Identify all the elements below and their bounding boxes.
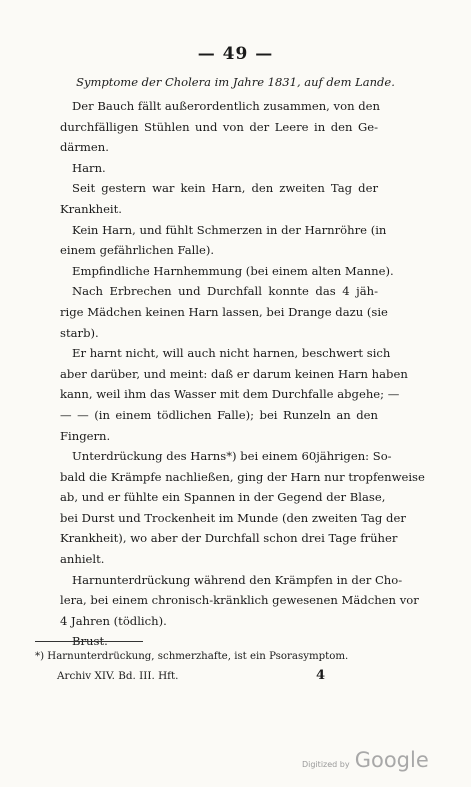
text-line: Fingern. [60, 428, 111, 443]
text-line: Seit gestern war kein Harn, den zweiten Tag der [72, 181, 378, 196]
page-number: — 49 — [197, 44, 274, 64]
watermark-prefix: Digitized by [302, 760, 350, 769]
paragraph [60, 446, 425, 570]
text-line: Harn. [72, 160, 106, 175]
text-line: Brust. [72, 634, 108, 649]
text-line: ab, und er fühlte ein Spannen in der Gegend der Blase, [60, 490, 386, 505]
text-line: Er harnt nicht, will auch nicht harnen, beschwert sich [72, 346, 391, 361]
text-line: aber darüber, und meint: daß er darum keinen Harn haben [60, 366, 408, 381]
signature-number: 4 [316, 668, 326, 683]
footnote-divider [35, 641, 143, 642]
paragraph [60, 178, 378, 219]
text-line: starb). [60, 325, 99, 340]
text-line: — — (in einem tödlichen Falle); bei Runzeln an den [60, 407, 378, 422]
text-line: Krankheit. [60, 201, 122, 216]
paragraph [60, 343, 408, 446]
text-line: Krankheit), wo aber der Durchfall schon drei Tage früher [60, 531, 398, 546]
text-line: därmen. [60, 140, 109, 155]
text-line: Empfindliche Harnhemmung (bei einem alten Manne). [72, 263, 394, 278]
footnote: *) Harnunterdrückung, schmerzhafte, ist ein Psorasymptom. [35, 651, 349, 662]
text-line: Kein Harn, und fühlt Schmerzen in der Harnröhre (in [72, 222, 387, 237]
body-text [60, 96, 425, 652]
text-line: Der Bauch fällt außerordentlich zusammen, von den [72, 99, 380, 113]
text-line: anhielt. [60, 552, 105, 567]
text-line: bei Durst und Trockenheit im Munde (den zweiten Tag der [60, 510, 406, 525]
watermark-brand: Google [354, 748, 429, 772]
text-line: bald die Krämpfe nachließen, ging der Harn nur tropfenweise [60, 469, 425, 484]
signature-mark: Archiv XIV. Bd. III. Hft. [57, 670, 179, 682]
paragraph [60, 261, 394, 282]
paragraph [60, 570, 419, 632]
paragraph [60, 96, 378, 158]
text-line: kann, weil ihm das Wasser mit dem Durchfalle abgehe; — [60, 387, 400, 402]
text-line: einem gefährlichen Falle). [60, 243, 215, 258]
text-line: Unterdrückung des Harns*) bei einem 60jährigen: So- [72, 449, 392, 464]
text-line: rige Mädchen keinen Harn lassen, bei Drange dazu (sie [60, 304, 388, 319]
text-line: durchfälligen Stühlen und von der Leere in den Ge- [60, 119, 378, 134]
text-line: lera, bei einem chronisch-kränklich gewesenen Mädchen vor [60, 593, 419, 608]
text-line: Nach Erbrechen und Durchfall konnte das 4 jäh- [72, 284, 378, 299]
digitized-watermark [302, 748, 429, 772]
paragraph [60, 281, 388, 343]
paragraph [60, 158, 378, 179]
text-line: 4 Jahren (tödlich). [60, 613, 167, 628]
text-line: Harnunterdrückung während den Krämpfen in der Cho- [72, 572, 403, 587]
running-title: Symptome der Cholera im Jahre 1831, auf dem Lande. [76, 75, 395, 89]
paragraph [60, 220, 387, 261]
